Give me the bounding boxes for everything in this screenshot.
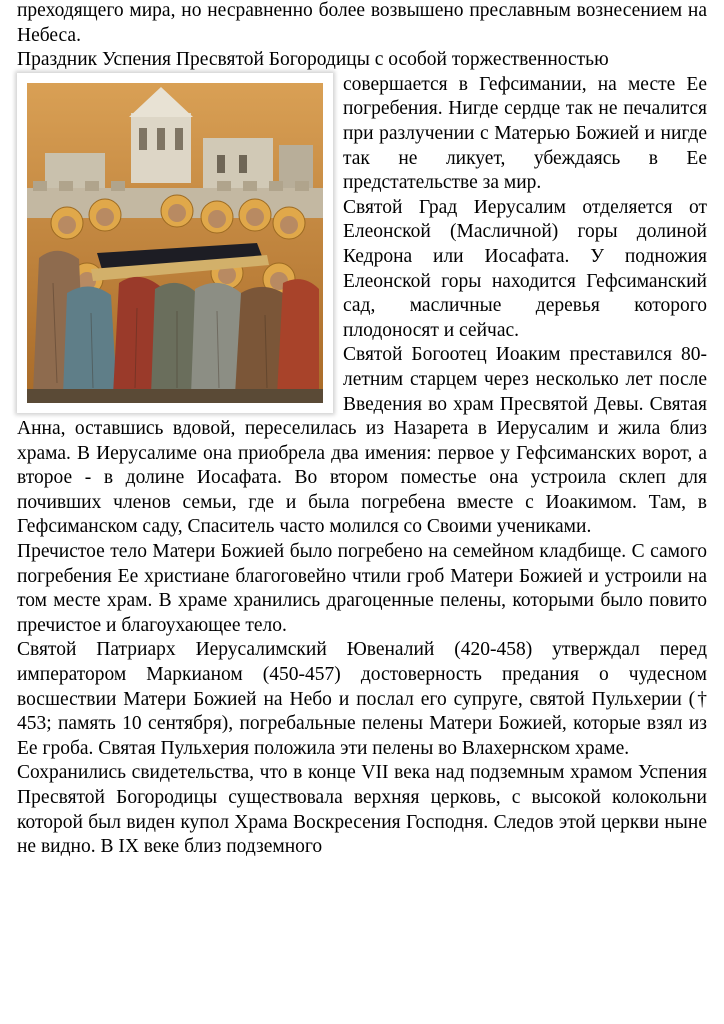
- paragraph-7: Святой Патриарх Иерусалимский Ювеналий (420-458) утверждал перед императором Маркианом (450-457) достоверность предания о чудесном восшествии Матери Божией на Небо и послал его супруге, святой Пульхерии († 453; память 10 сентября), погребальные пелены Матери Божией, которые взял из Ее гроба. Святая Пульхерия положила эти пелены во Влахернском храме.: [17, 639, 707, 759]
- document-body: [17, 0, 707, 860]
- icon-dormition-illustration: [17, 73, 333, 413]
- paragraph-1: преходящего мира, но несравненно более возвышено преславным вознесением на Небеса.: [17, 0, 707, 46]
- paragraph-3: совершается в Гефсимании, на месте Ее погребения. Нигде сердце так не печалится при разлучении с Матерью Божией и нигде так не ликует, убеждаясь в Ее предстательстве за мир.: [343, 73, 707, 194]
- dormition-painting-icon: [27, 83, 323, 403]
- paragraph-6: Пречистое тело Матери Божией было погребено на семейном кладбище. С самого погребения Ее христиане благоговейно чтили гроб Матери Божией и устроили на том месте храм. В храме хранились драгоценные пелены, которыми было повито пречистое и благоухающее тело.: [17, 541, 707, 636]
- paragraph-2: Праздник Успения Пресвятой Богородицы с особой торжественностью: [17, 49, 609, 71]
- paragraph-4: Святой Град Иерусалим отделяется от Елеонской (Масличной) горы долиной Кедрона или Иосафата. У подножия Елеонской горы находится Гефсиманский сад, масличные деревья которого плодоносят и сейчас.: [343, 196, 707, 341]
- paragraph-5: Святой Богоотец Иоаким преставился 80-летним старцем через несколько лет после Введения во храм Пресвятой Девы. Святая Анна, оставшись вдовой, переселилась из Назарета в Иерусалим и жила близ храма. В Иерусалиме она приобрела два имения: первое у Гефсиманских ворот, а второе - в долине Иосафата. Во втором поместье она устроила склеп для почивших членов семьи, где и была погребена вместе с Иоакимом. Там, в Гефсиманском саду, Спаситель часто молился со Своими учениками.: [17, 344, 707, 538]
- paragraph-8: Сохранились свидетельства, что в конце VII века над подземным храмом Успения Пресвятой Богородицы существовала верхняя церковь, с высокой колокольни которой был виден купол Храма Воскресения Господня. Следов этой церкви ныне не видно. В IX веке близ подземного: [17, 762, 707, 858]
